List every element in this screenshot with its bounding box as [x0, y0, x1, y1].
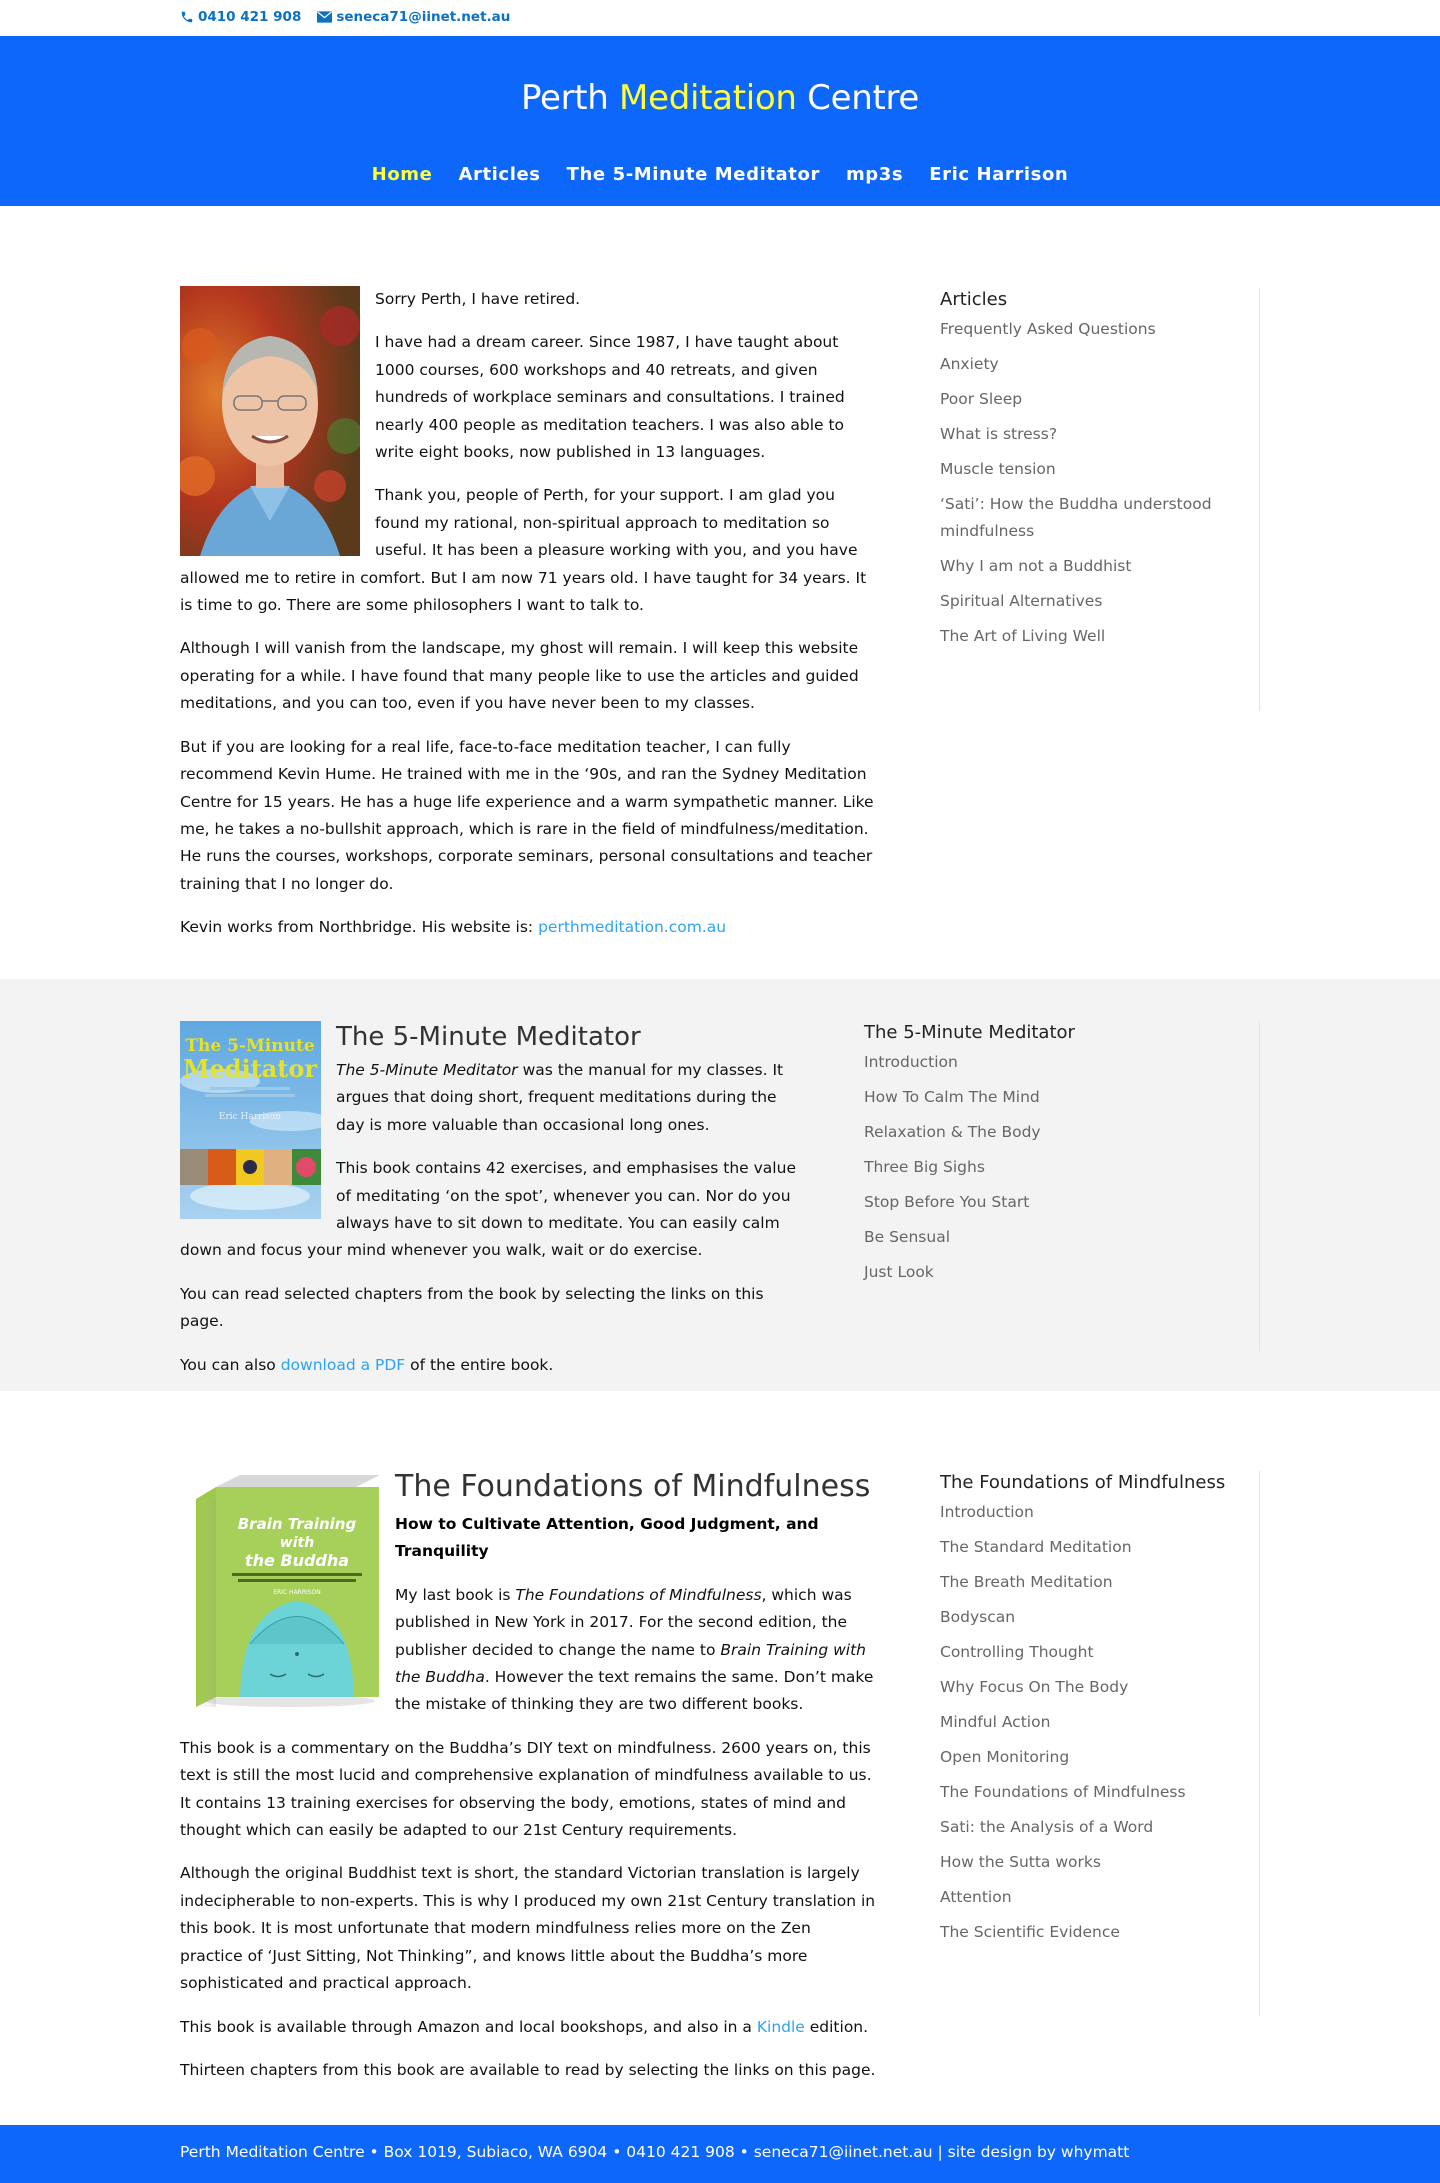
paragraph-text: You can also [180, 1355, 281, 1374]
chapter-just-look[interactable]: Just Look [864, 1263, 934, 1281]
chapter-link[interactable] [940, 1884, 1259, 1911]
article-link[interactable] [940, 623, 1259, 650]
paragraph-text: , which was published in New York in 2017. For the second edition, the publisher decided to change the name to [395, 1585, 852, 1659]
chapter-link[interactable] [864, 1154, 1259, 1181]
chapter-attention[interactable]: Attention [940, 1888, 1012, 1906]
paragraph-text: was the manual for my classes. It argues that doing short, frequent meditations during the day is more valuable than occasional long ones. [336, 1061, 784, 1134]
article-link[interactable] [940, 351, 1259, 378]
chapter-link[interactable] [940, 1639, 1259, 1666]
svg-text:with: with [279, 1535, 315, 1551]
svg-text:Meditator: Meditator [182, 1054, 318, 1083]
chapter-link[interactable] [940, 1919, 1259, 1946]
download-pdf-link[interactable]: download a PDF [280, 1355, 406, 1374]
paragraph-text: edition. [804, 2017, 869, 2036]
email-address: seneca71@iinet.net.au [336, 9, 511, 25]
article-art-of-living[interactable]: The Art of Living Well [940, 627, 1106, 645]
site-header [0, 36, 1440, 206]
five-minute-sidebar-heading: The 5-Minute Meditator [864, 1022, 1075, 1043]
five-minute-content [180, 1021, 800, 1395]
article-sati[interactable]: ‘Sati’: How the Buddha understood mindfulness [940, 495, 1212, 540]
author-photo [180, 286, 360, 556]
foundations-chapter-list [940, 1499, 1259, 1946]
article-spiritual-alternatives[interactable]: Spiritual Alternatives [940, 592, 1103, 610]
chapter-link[interactable] [940, 1709, 1259, 1736]
five-minute-paragraph-2: This book contains 42 exercises, and emphasises the value of meditating ‘on the spot’, whenever you can. Nor do you always have to sit down to meditate. You can easily calm down and focus your mind whenever you walk, wait or do exercise. [180, 1159, 796, 1260]
paragraph-text: This book is available through Amazon and local bookshops, and also in a [180, 2017, 757, 2036]
chapter-link[interactable] [940, 1674, 1259, 1701]
title-part-perth: Perth [520, 78, 620, 118]
envelope-icon [317, 11, 332, 23]
chapter-link[interactable] [940, 1779, 1259, 1806]
foundations-paragraph-3: Although the original Buddhist text is short, the standard Victorian translation is largely indecipherable to non-experts. This is why I produced my own 21st Century translation in this book. It is most unfortunate that modern mindfulness relies more on the Zen practice of ‘Just Sitting, Not Thinking”, and knows little about the Buddha’s more sophisticated and practical approach. [180, 1864, 876, 1993]
chapter-link[interactable] [864, 1119, 1259, 1146]
chapter-three-big-sighs[interactable]: Three Big Sighs [864, 1158, 985, 1176]
five-minute-sidebar [864, 1021, 1260, 1351]
chapter-link[interactable] [940, 1849, 1259, 1876]
site-title[interactable] [0, 78, 1440, 118]
svg-text:Brain Training: Brain Training [237, 1515, 357, 1533]
article-faq[interactable]: Frequently Asked Questions [940, 320, 1156, 338]
article-link[interactable] [940, 316, 1259, 343]
foundations-section [0, 1391, 1440, 2125]
five-minute-chapter-list [864, 1049, 1259, 1286]
paragraph-text: of the entire book. [405, 1355, 554, 1374]
intro-paragraph-6 [180, 914, 877, 941]
chapter-introduction[interactable]: Introduction [940, 1503, 1034, 1521]
phone-icon [180, 10, 194, 24]
article-link[interactable] [940, 386, 1259, 413]
article-poor-sleep[interactable]: Poor Sleep [940, 390, 1023, 408]
article-link[interactable] [940, 553, 1259, 580]
article-muscle-tension[interactable]: Muscle tension [940, 460, 1056, 478]
intro-content [180, 286, 877, 958]
foundations-sidebar-heading: The Foundations of Mindfulness [940, 1472, 1226, 1493]
chapter-be-sensual[interactable]: Be Sensual [864, 1228, 950, 1246]
chapter-controlling-thought[interactable]: Controlling Thought [940, 1643, 1094, 1661]
article-stress[interactable]: What is stress? [940, 425, 1058, 443]
five-minute-section [0, 979, 1440, 1391]
articles-list [940, 316, 1259, 650]
nav-articles[interactable]: Articles [458, 164, 541, 185]
chapter-link[interactable] [940, 1534, 1259, 1561]
footer-text: Perth Meditation Centre • Box 1019, Subiaco, WA 6904 • 0410 421 908 • seneca71@iinet.net.au | site design by whymatt [180, 2143, 1130, 2161]
book-name-italic: Brain Training with the Buddha [395, 1640, 866, 1687]
intro-paragraph-4: Although I will vanish from the landscape, my ghost will remain. I will keep this website operating for a while. I have found that many people like to use the articles and guided meditations, and you can too, even if you have never been to my classes. [180, 639, 859, 713]
five-minute-paragraph-4 [180, 1352, 800, 1379]
articles-sidebar-heading: Articles [940, 289, 1008, 310]
email-link[interactable] [317, 9, 510, 25]
article-not-buddhist[interactable]: Why I am not a Buddhist [940, 557, 1132, 575]
phone-number: 0410 421 908 [198, 9, 302, 25]
nav-mp3s[interactable]: mp3s [845, 164, 904, 185]
chapter-link[interactable] [940, 1814, 1259, 1841]
chapter-link[interactable] [940, 1569, 1259, 1596]
article-link[interactable] [940, 421, 1259, 448]
chapter-link[interactable] [940, 1604, 1259, 1631]
chapter-link[interactable] [940, 1499, 1259, 1526]
book-name-italic: The Foundations of Mindfulness [515, 1585, 762, 1604]
intro-paragraph-1: Sorry Perth, I have retired. [375, 290, 581, 308]
title-part-meditation: Meditation [619, 78, 797, 118]
articles-sidebar [940, 288, 1260, 711]
chapter-foundations-of-mindfulness[interactable]: The Foundations of Mindfulness [940, 1783, 1186, 1801]
title-part-centre: Centre [796, 78, 920, 118]
chapter-link[interactable] [940, 1744, 1259, 1771]
nav-eric-harrison[interactable]: Eric Harrison [929, 164, 1069, 185]
foundations-subtitle: How to Cultivate Attention, Good Judgment, and Tranquility [395, 1515, 819, 1561]
chapter-how-sutta-works[interactable]: How the Sutta works [940, 1853, 1101, 1871]
chapter-link[interactable] [864, 1224, 1259, 1251]
five-minute-title: The 5-Minute Meditator [336, 1022, 641, 1052]
chapter-link[interactable] [864, 1189, 1259, 1216]
chapter-link[interactable] [864, 1049, 1259, 1076]
book-name-italic: The 5-Minute Meditator [336, 1061, 518, 1079]
chapter-open-monitoring[interactable]: Open Monitoring [940, 1748, 1070, 1766]
foundations-title: The Foundations of Mindfulness [395, 1469, 871, 1504]
article-link[interactable] [940, 456, 1259, 483]
perthmeditation-link[interactable]: perthmeditation.com.au [538, 918, 727, 937]
chapter-why-focus-on-body[interactable]: Why Focus On The Body [940, 1678, 1129, 1696]
nav-5-minute-meditator[interactable]: The 5-Minute Meditator [566, 164, 820, 185]
svg-text:ERIC HARRISON: ERIC HARRISON [273, 1589, 321, 1596]
main-nav [0, 164, 1440, 185]
foundations-paragraph-4 [180, 2014, 877, 2041]
paragraph-text: My last book is [395, 1585, 516, 1604]
kindle-link[interactable]: Kindle [756, 2017, 805, 2036]
article-link[interactable] [940, 491, 1220, 545]
article-anxiety[interactable]: Anxiety [940, 355, 999, 373]
foundations-book-cover[interactable] [180, 1469, 380, 1709]
article-link[interactable] [940, 588, 1259, 615]
intro-paragraph-3: Thank you, people of Perth, for your support. I am glad you found my rational, non-spiritual approach to meditation so useful. It has been a pleasure working with you, and you have allowed me to retire in comfort. But I am now 71 years old. I have taught for 34 years. It is time to go. There are some philosophers I want to talk to. [180, 486, 867, 615]
chapter-standard-meditation[interactable]: The Standard Meditation [940, 1538, 1132, 1556]
chapter-mindful-action[interactable]: Mindful Action [940, 1713, 1051, 1731]
site-footer [0, 2125, 1440, 2183]
paragraph-text: . However the text remains the same. Don’t make the mistake of thinking they are two different books. [395, 1668, 874, 1714]
chapter-stop-before-you-start[interactable]: Stop Before You Start [864, 1193, 1030, 1211]
foundations-content [180, 1469, 877, 2100]
phone-link[interactable] [180, 9, 301, 25]
foundations-paragraph-5: Thirteen chapters from this book are available to read by selecting the links on this page. [180, 2060, 876, 2079]
chapter-scientific-evidence[interactable]: The Scientific Evidence [940, 1923, 1120, 1941]
intro-paragraph-5: But if you are looking for a real life, face-to-face meditation teacher, I can fully recommend Kevin Hume. He trained with me in the ‘90s, and ran the Sydney Meditation Centre for 15 years. He has a huge life experience and a warm sympathetic manner. Like me, he takes a no-bullshit approach, which is rare in the field of mindfulness/meditation. He runs the courses, workshops, corporate seminars, personal consultations and teacher training that I no longer do. [180, 737, 874, 893]
chapter-link[interactable] [864, 1084, 1259, 1111]
svg-text:The 5-Minute: The 5-Minute [185, 1036, 315, 1056]
top-contact-bar [0, 0, 1440, 36]
chapter-bodyscan[interactable]: Bodyscan [940, 1608, 1016, 1626]
chapter-sati-analysis[interactable]: Sati: the Analysis of a Word [940, 1818, 1154, 1836]
five-minute-book-cover[interactable] [180, 1021, 321, 1219]
chapter-calm-the-mind[interactable]: How To Calm The Mind [864, 1088, 1040, 1106]
chapter-introduction[interactable]: Introduction [864, 1053, 958, 1071]
chapter-relaxation[interactable]: Relaxation & The Body [864, 1123, 1041, 1141]
chapter-link[interactable] [864, 1259, 1259, 1286]
website-label: Kevin works from Northbridge. His website is: [180, 918, 539, 937]
five-minute-paragraph-3: You can read selected chapters from the book by selecting the links on this page. [180, 1284, 764, 1331]
svg-text:Eric Harrison: Eric Harrison [218, 1112, 282, 1122]
foundations-paragraph-2: This book is a commentary on the Buddha’s DIY text on mindfulness. 2600 years on, this text is still the most lucid and comprehensive explanation of mindfulness available to us. It contains 13 training exercises for observing the body, emotions, states of mind and thought which can easily be adapted to our 21st Century requirements. [180, 1738, 872, 1840]
foundations-sidebar [940, 1471, 1260, 2016]
nav-home[interactable]: Home [371, 164, 433, 185]
intro-paragraph-2: I have had a dream career. Since 1987, I have taught about 1000 courses, 600 workshops and 40 retreats, and given hundreds of workplace seminars and consultations. I trained nearly 400 people as meditation teachers. I was also able to write eight books, now published in 13 languages. [375, 333, 845, 462]
svg-text:the Buddha: the Buddha [244, 1551, 350, 1570]
intro-section [0, 206, 1440, 979]
chapter-breath-meditation[interactable]: The Breath Meditation [940, 1573, 1113, 1591]
